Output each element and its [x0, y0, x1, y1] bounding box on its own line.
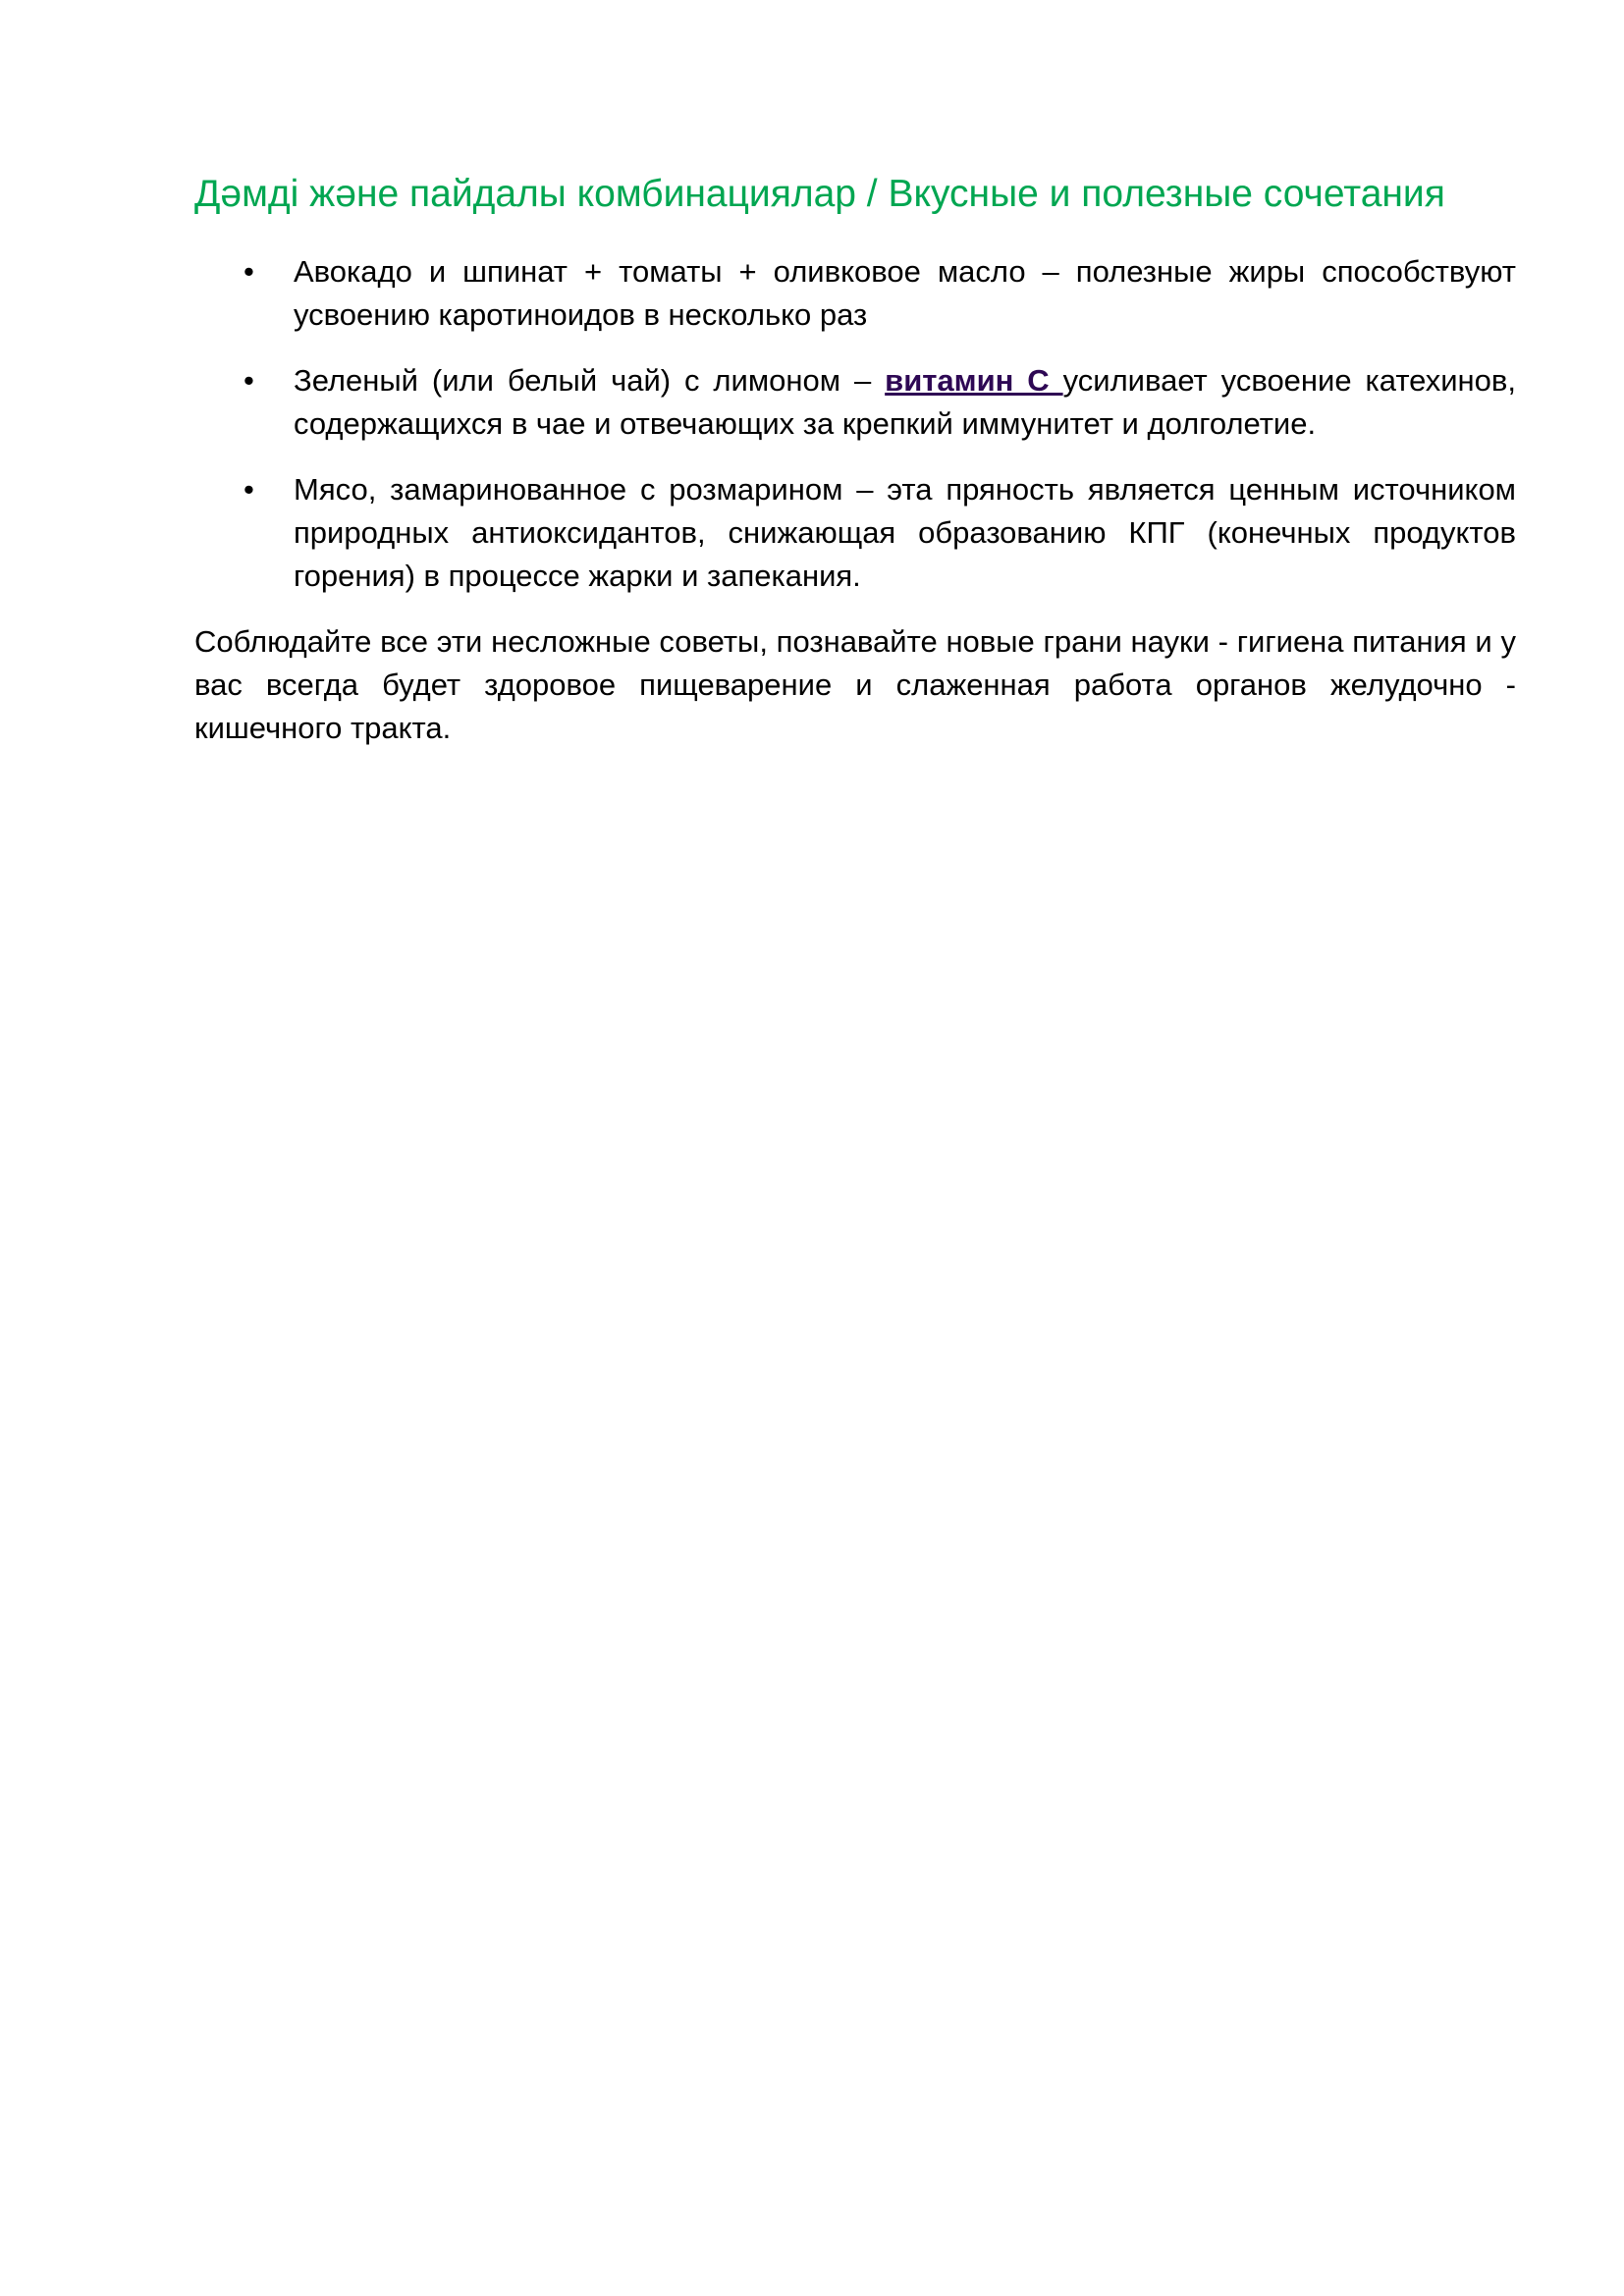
list-item-avocado	[194, 250, 1516, 337]
bullet-icon: •	[244, 363, 254, 398]
list-item-meat-rosemary	[194, 468, 1516, 598]
bullet-icon: •	[244, 472, 254, 507]
list-item-text-after: усиливает усвоение катехинов, содержащихся в чае и отвечающих за крепкий иммунитет и долголетие.	[294, 363, 1516, 441]
list-item-text: Мясо, замаринованное с розмарином – эта пряность является ценным источником природных антиоксидантов, снижающая образованию КПГ (конечных продуктов горения) в процессе жарки и запекания.	[294, 472, 1516, 593]
bullet-icon: •	[244, 254, 254, 289]
closing-paragraph: Соблюдайте все эти несложные советы, познавайте новые грани науки - гигиена питания и у вас всегда будет здоровое пищеварение и слаженная работа органов желудочно - кишечного тракта.	[194, 624, 1516, 745]
list-item-green-tea	[194, 359, 1516, 446]
list-item-text: Авокадо и шпинат + томаты + оливковое масло – полезные жиры способствуют усвоению каротиноидов в несколько раз	[294, 254, 1516, 332]
vitamin-c-link[interactable]: витамин С	[885, 363, 1063, 398]
combinations-list	[194, 250, 1516, 598]
list-item-text-before: Зеленый (или белый чай) с лимоном –	[294, 363, 886, 398]
document-page	[194, 167, 1516, 750]
section-heading: Дәмді және пайдалы комбинациялар / Вкусные и полезные сочетания	[194, 173, 1445, 215]
